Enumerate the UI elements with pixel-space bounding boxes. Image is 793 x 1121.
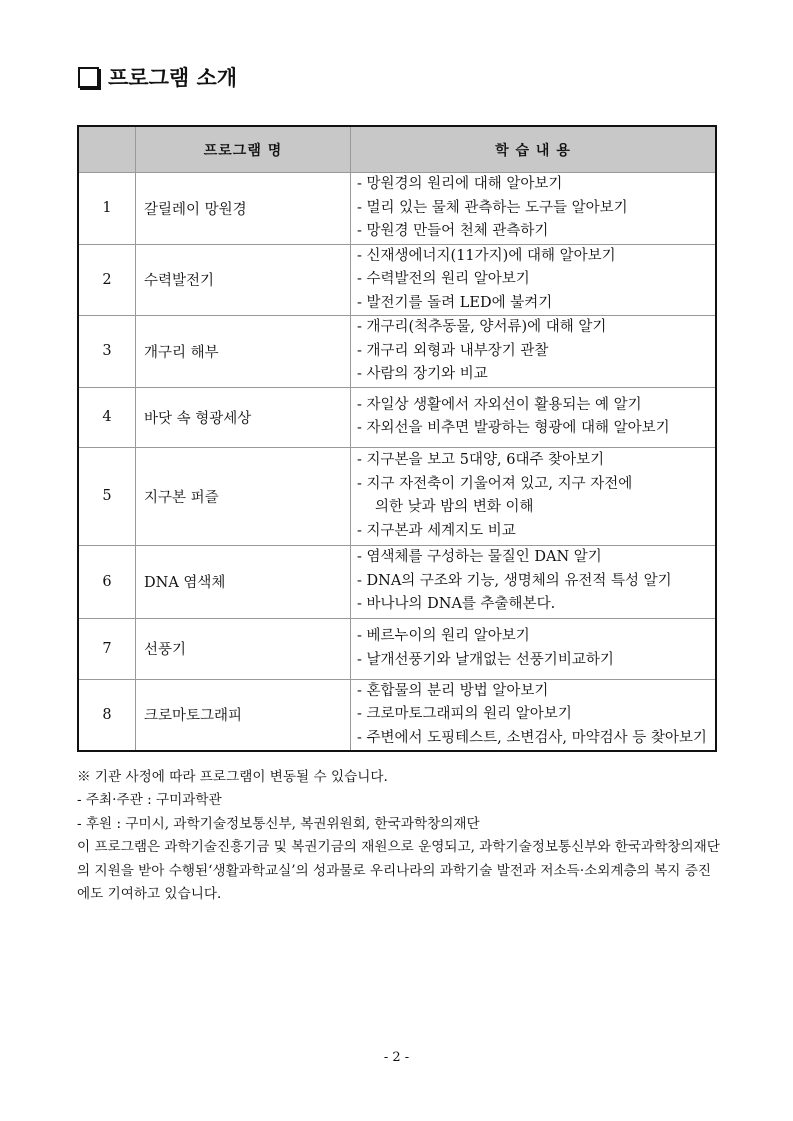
- learning-items: [351, 545, 717, 618]
- learning-item: - 지구본을 보고 5대양, 6대주 찾아보기: [357, 452, 605, 468]
- program-name: 갈릴레이 망원경: [136, 173, 351, 245]
- learning-item: - 발전기를 돌려 LED에 불켜기: [357, 294, 553, 311]
- header-learning-content: 학 습 내 용: [351, 126, 717, 173]
- learning-item: 의한 낮과 밤의 변화 이해: [375, 499, 534, 515]
- learning-items: [351, 618, 717, 679]
- learning-item: - 주변에서 도핑테스트, 소변검사, 마약검사 등 찾아보기: [357, 729, 707, 746]
- sponsor-line: - 후원 : 구미시, 과학기술정보통신부, 복권위원회, 한국과학창의재단: [77, 815, 480, 832]
- learning-item: - 신재생에너지(11가지)에 대해 알아보기: [357, 247, 616, 264]
- learning-item: - 자일상 생활에서 자외선이 활용되는 예 알기: [357, 396, 642, 413]
- program-name: 선풍기: [136, 618, 351, 679]
- learning-items: [351, 679, 717, 751]
- table-row: [78, 173, 716, 245]
- table-row: [78, 447, 716, 545]
- table-row: [78, 387, 716, 447]
- table-row: [78, 679, 716, 751]
- learning-item: - 혼합물의 분리 방법 알아보기: [357, 682, 549, 699]
- program-table: [77, 125, 717, 752]
- row-number: 2: [78, 244, 136, 316]
- learning-item: - 개구리(척추동물, 양서류)에 대해 알기: [357, 319, 607, 335]
- program-name: 지구본 퍼즐: [136, 447, 351, 545]
- learning-item: - 날개선풍기와 날개없는 선풍기비교하기: [357, 651, 614, 668]
- section-heading: [78, 62, 237, 92]
- table-row: [78, 244, 716, 316]
- row-number: 3: [78, 316, 136, 388]
- learning-item: - 개구리 외형과 내부장기 관찰: [357, 342, 549, 359]
- row-number: 4: [78, 387, 136, 447]
- learning-item: - 지구 자전축이 기울어져 있고, 지구 자전에: [357, 475, 633, 492]
- program-name: 크로마토그래피: [136, 679, 351, 751]
- learning-item: - 크로마토그래피의 원리 알아보기: [357, 706, 572, 722]
- header-number: [78, 126, 136, 173]
- learning-item: - 베르누이의 원리 알아보기: [357, 628, 530, 644]
- learning-item: - 자외선을 비추면 발광하는 형광에 대해 알아보기: [357, 420, 670, 436]
- table-header-row: [78, 126, 716, 173]
- learning-item: - 멀리 있는 물체 관측하는 도구들 알아보기: [357, 199, 628, 216]
- learning-items: [351, 244, 717, 316]
- learning-item: - 망원경의 원리에 대해 알아보기: [357, 176, 563, 192]
- learning-item: - 염색체를 구성하는 물질인 DAN 알기: [357, 549, 602, 566]
- organizer-line: - 주최·주관 : 구미과학관: [77, 792, 222, 809]
- table-row: [78, 316, 716, 388]
- table-row: [78, 545, 716, 618]
- learning-items: [351, 447, 717, 545]
- checkbox-icon: [78, 67, 99, 88]
- learning-item: - 수력발전의 원리 알아보기: [357, 271, 530, 287]
- page-title: 프로그램 소개: [108, 66, 238, 90]
- notes-section: [77, 766, 722, 906]
- row-number: 7: [78, 618, 136, 679]
- learning-item: - DNA의 구조와 기능, 생명체의 유전적 특성 알기: [357, 572, 672, 589]
- program-name: 바닷 속 형광세상: [136, 387, 351, 447]
- table-row: [78, 618, 716, 679]
- learning-items: [351, 173, 717, 245]
- notice-line: ※ 기관 사정에 따라 프로그램이 변동될 수 있습니다.: [77, 769, 388, 785]
- row-number: 1: [78, 173, 136, 245]
- page-number: - 2 -: [383, 1050, 410, 1065]
- row-number: 6: [78, 545, 136, 618]
- learning-items: [351, 387, 717, 447]
- row-number: 5: [78, 447, 136, 545]
- learning-item: - 망원경 만들어 천체 관측하기: [357, 223, 549, 239]
- learning-items: [351, 316, 717, 388]
- row-number: 8: [78, 679, 136, 751]
- program-name: DNA 염색체: [136, 545, 351, 618]
- learning-item: - 지구본과 세계지도 비교: [357, 522, 516, 539]
- program-name: 수력발전기: [136, 244, 351, 316]
- learning-item: - 바나나의 DNA를 추출해본다.: [357, 596, 556, 613]
- program-name: 개구리 해부: [136, 316, 351, 388]
- learning-item: - 사람의 장기와 비교: [357, 366, 488, 382]
- funding-paragraph: 이 프로그램은 과학기술진흥기금 및 복권기금의 재원으로 운영되고, 과학기술정보통신부와 한국과학창의재단의 지원을 받아 수행된‘생활과학교실’의 성과물로 우리나라의 과학기술 발전과 저소득·소외계층의 복지 증진에도 기여하고 있습니다.: [77, 839, 720, 903]
- header-program-name: 프로그램 명: [136, 126, 351, 173]
